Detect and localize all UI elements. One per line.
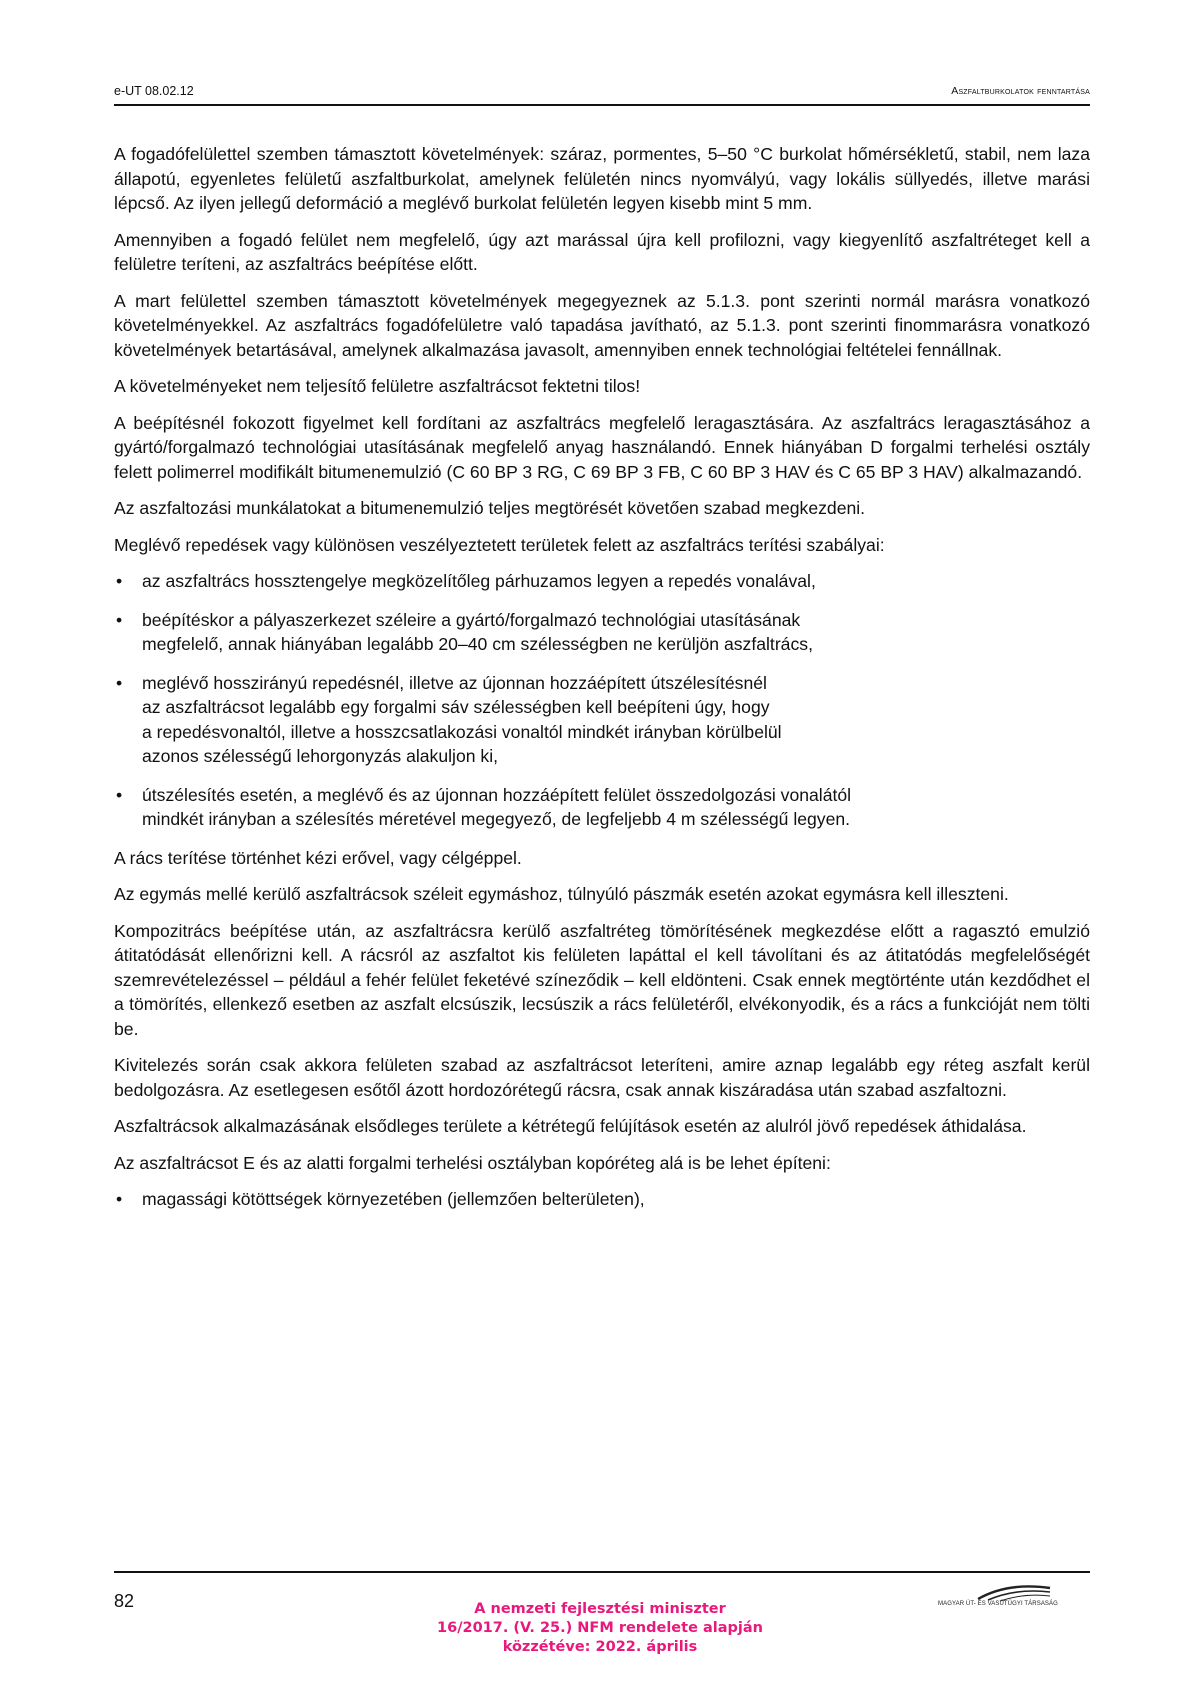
paragraph: Amennyiben a fogadó felület nem megfelelő, úgy azt marással újra kell profilozni, vagy kiegyenlítő aszfaltréteget kell a felületre teríteni, az aszfaltrács beépítése előtt.	[114, 229, 1090, 274]
bullet-list	[114, 569, 1090, 832]
paragraph: A rács terítése történhet kézi erővel, vagy célgéppel.	[114, 847, 522, 868]
bullet-icon: •	[116, 609, 123, 630]
paragraph: Aszfaltrácsok alkalmazásának elsődleges területe a kétrétegű felújítások esetén az alulról jövő repedések áthidalása.	[114, 1116, 1027, 1136]
paragraph: A mart felülettel szemben támasztott követelmények megegyeznek az 5.1.3. pont szerinti normál marásra vonatkozó követelményekkel. Az aszfaltrács fogadófelületre való tapadása javítható, az 5.1.3. pont szerinti finommarásra vonatkozó követelmények betartásával, amelynek alkalmazása javasolt, amennyiben ennek technológiai feltételei fennállnak.	[114, 290, 1090, 360]
document-id: e-UT 08.02.12	[114, 84, 194, 98]
page-number: 82	[114, 1591, 135, 1611]
list-item	[114, 783, 1090, 832]
body-text	[114, 142, 1090, 1226]
list-item	[114, 569, 1090, 594]
section-title: Aszfaltburkolatok fenntartása	[951, 85, 1090, 97]
bullet-icon: •	[116, 1189, 123, 1209]
list-item	[114, 1187, 1090, 1212]
notice-line: 16/2017. (V. 25.) NFM rendelete alapján	[437, 1620, 763, 1636]
page-header	[114, 84, 1090, 104]
paragraph: A követelményeket nem teljesítő felületre aszfaltrácsot fektetni tilos!	[114, 376, 641, 396]
list-item-text: az aszfaltrács hossztengelye megközelítőleg párhuzamos legyen a repedés vonalával,	[142, 571, 816, 591]
list-item-text: útszélesítés esetén, a meglévő és az újonnan hozzáépített felület összedolgozási vonalától mindkét irányban a szélesítés méretével megegyező, de legfeljebb 4 m szélességű legyen.	[142, 784, 852, 829]
organization-logo	[938, 1580, 1088, 1610]
paragraph: Az aszfaltrácsot E és az alatti forgalmi terhelési osztályban kopóréteg alá is be lehet építeni:	[114, 1152, 831, 1173]
paragraph: Kivitelezés során csak akkora felületen szabad az aszfaltrácsot leteríteni, amire aznap legalább egy réteg aszfalt kerül bedolgozásra. Az esetlegesen esőtől ázott hordozórétegű rácsra, csak annak kiszáradása után szabad aszfaltozni.	[114, 1055, 1090, 1100]
header-rule	[114, 104, 1090, 106]
paragraph: Kompozitrács beépítése után, az aszfaltrácsra kerülő aszfaltréteg tömörítésének megkezdése előtt a ragasztó emulzió átitatódását ellenőrizni kell. A rácsról az aszfaltot kis felületen lapáttal el kell távolítani és az átitatódás megfelelőségét szemrevételezéssel – például a fehér felület feketévé színeződik – kell eldönteni. Csak ennek megtörténte után kezdődhet el a tömörítés, ellenkező esetben az aszfalt elcsúszik, lecsúszik a rács felületéről, elvékonyodik, és a rács a funkcióját nem tölti be.	[114, 920, 1090, 1039]
footer-rule	[114, 1571, 1090, 1573]
notice-line: A nemzeti fejlesztési miniszter	[474, 1601, 726, 1617]
list-item-text: magassági kötöttségek környezetében (jellemzően belterületen),	[142, 1189, 645, 1209]
paragraph: Az egymás mellé kerülő aszfaltrácsok széleit egymáshoz, túlnyúló pászmák esetén azokat egymásra kell illeszteni.	[114, 884, 1009, 904]
paragraph: Az aszfaltozási munkálatokat a bitumenemulzió teljes megtörését követően szabad megkezdeni.	[114, 498, 866, 518]
paragraph: A fogadófelülettel szemben támasztott követelmények: száraz, pormentes, 5–50 °C burkolat hőmérsékletű, stabil, nem laza állapotú, egyenletes felületű aszfaltburkolat, amelynek felületén nincs nyomvályú, vagy lokális süllyedés, illetve marási lépcső. Az ilyen jellegű deformáció a meglévő burkolat felületén legyen kisebb mint 5 mm.	[114, 144, 1090, 213]
notice-line: közzétéve: 2022. április	[502, 1639, 698, 1655]
bullet-icon: •	[116, 571, 123, 591]
list-item	[114, 608, 1090, 657]
list-item	[114, 671, 1090, 769]
arc-swoosh-logo-icon	[938, 1580, 1088, 1602]
list-item-text: beépítéskor a pályaszerkezet széleire a gyártó/forgalmazó technológiai utasításának megfelelő, annak hiányában legalább 20–40 cm szélességben ne kerüljön aszfaltrács,	[142, 609, 813, 654]
bullet-icon: •	[116, 672, 123, 693]
paragraph: A beépítésnél fokozott figyelmet kell fordítani az aszfaltrács megfelelő leragasztására. Az aszfaltrács leragasztásához a gyártó/forgalmazó technológiai utasításának megfelelő anyag használandó. Ennek hiányában D forgalmi terhelési osztály felett polimerrel modifikált bitumenemulzió (C 60 BP 3 RG, C 69 BP 3 FB, C 60 BP 3 HAV és C 65 BP 3 HAV) alkalmazandó.	[114, 412, 1090, 482]
paragraph: Meglévő repedések vagy különösen veszélyeztetett területek felett az aszfaltrács terítési szabályai:	[114, 534, 885, 555]
bullet-icon: •	[116, 784, 123, 805]
logo-caption: MAGYAR ÚT- ÉS VASÚTÜGYI TÁRSASÁG	[938, 1601, 1058, 1607]
list-item-text: meglévő hosszirányú repedésnél, illetve az újonnan hozzáépített útszélesítésnél az aszfaltrácsot legalább egy forgalmi sáv szélességben kell beépíteni úgy, hogy a repedésvonaltól, illetve a hosszcsatlakozási vonaltól mindkét irányban körülbelül azonos szélességű lehorgonyzás alakuljon ki,	[142, 672, 782, 766]
bullet-list	[114, 1187, 1090, 1212]
publication-notice	[380, 1600, 820, 1657]
